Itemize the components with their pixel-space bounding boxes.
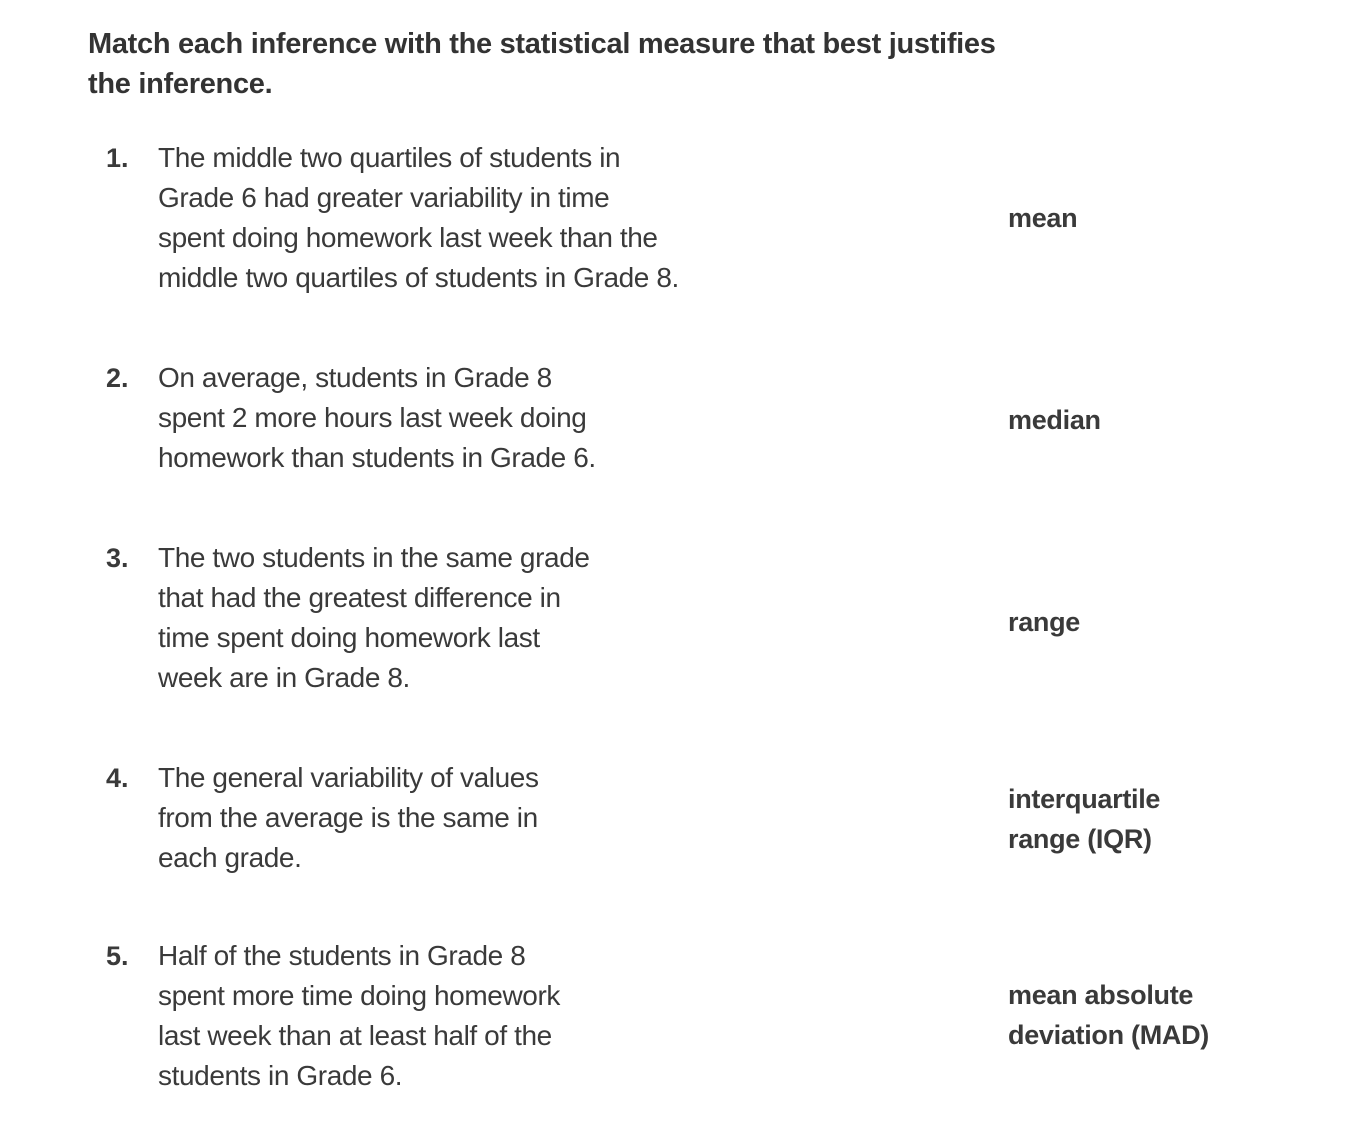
inference-line: from the average is the same in [158, 802, 538, 833]
measure-label: mean absolute [1008, 980, 1194, 1010]
inference-line: spent 2 more hours last week doing [158, 402, 587, 433]
inference-line: spent more time doing homework [158, 980, 560, 1011]
inference-line: Half of the students in Grade 8 [158, 940, 526, 971]
measure-label: range (IQR) [1008, 824, 1152, 854]
inference-line: students in Grade 6. [158, 1060, 403, 1091]
inference-line: time spent doing homework last [158, 622, 540, 653]
measure-label: deviation (MAD) [1008, 1020, 1209, 1050]
inference-text [158, 358, 596, 478]
inference-line: homework than students in Grade 6. [158, 442, 596, 473]
measure-label: mean [1008, 203, 1078, 233]
inference-text [158, 538, 590, 698]
measure-iqr [1008, 779, 1160, 859]
measure-label: median [1008, 405, 1101, 435]
inference-line: each grade. [158, 842, 302, 873]
inference-line: spent doing homework last week than the [158, 222, 658, 253]
inference-number: 4. [106, 763, 129, 793]
inference-line: that had the greatest difference in [158, 582, 561, 613]
instructions-line-2: the inference. [88, 68, 273, 100]
inference-text [158, 138, 679, 298]
inference-line: The middle two quartiles of students in [158, 142, 621, 173]
inference-line: last week than at least half of the [158, 1020, 552, 1051]
inference-number: 2. [106, 363, 129, 393]
inference-line: Grade 6 had greater variability in time [158, 182, 610, 213]
measure-median [1008, 400, 1101, 440]
inference-line: middle two quartiles of students in Grade 8. [158, 262, 679, 293]
inference-number: 1. [106, 143, 129, 173]
instructions-line-1: Match each inference with the statistical measure that best justifies [88, 28, 996, 60]
inference-line: week are in Grade 8. [158, 662, 410, 693]
measure-mad [1008, 975, 1209, 1055]
measure-label: interquartile [1008, 784, 1161, 814]
inference-text [158, 758, 539, 878]
measure-range [1008, 602, 1080, 642]
inference-line: The two students in the same grade [158, 542, 590, 573]
measure-label: range [1008, 607, 1081, 637]
inference-line: On average, students in Grade 8 [158, 362, 552, 393]
inference-number: 3. [106, 543, 129, 573]
inference-number: 5. [106, 941, 129, 971]
inference-text [158, 936, 560, 1096]
inference-line: The general variability of values [158, 762, 539, 793]
instructions [88, 24, 1088, 104]
measure-mean [1008, 198, 1077, 238]
